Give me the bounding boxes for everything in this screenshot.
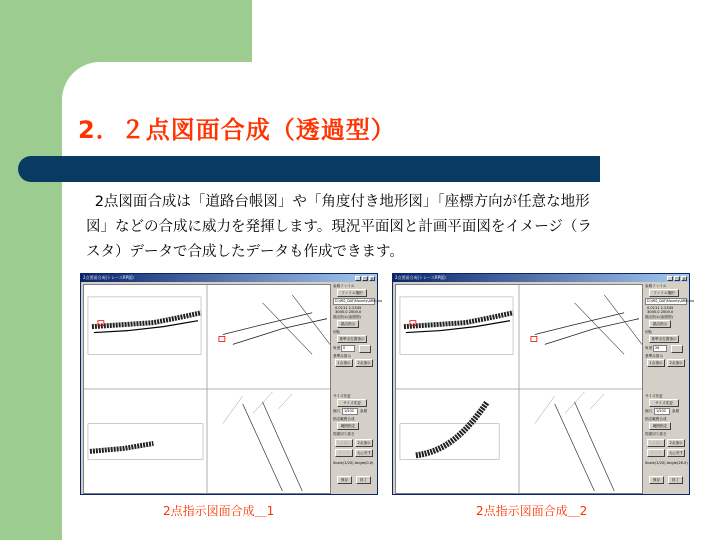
save-button[interactable]: 保存: [649, 476, 664, 484]
screenshot-caption-2: 2点指示図面合成＿2: [476, 504, 588, 518]
paragraph-line: 2点図面合成は「道路台帳図」や「角度付き地形図」「座標方向が任意な地形: [94, 194, 590, 210]
status-text: Scale(1/20) Angle(0.0): [333, 461, 374, 465]
undo-button[interactable]: 元に戻す: [356, 451, 372, 455]
point-select-button[interactable]: 端点指示: [649, 320, 671, 328]
point1-button[interactable]: 1点指示: [647, 359, 665, 367]
file-path-field[interactable]: D:\WS_DAT\Mounty\ARR.fno: [647, 299, 695, 303]
save-button[interactable]: 保存: [337, 476, 352, 484]
file-path-field[interactable]: D:\WS_DAT\Mounty\ARR.fno: [335, 299, 383, 303]
base-point-button[interactable]: 基準点位置指示: [337, 335, 367, 343]
clip-label: 図面切り抜き: [333, 432, 355, 436]
paragraph-line: スタ）データで合成したデータも作成できます。: [86, 244, 404, 260]
drawing-canvas[interactable]: [83, 284, 331, 494]
paragraph-line: 図」などの合成に威力を発揮します。現況平面図と計画平面図をイメージ（ラ: [86, 219, 592, 235]
window-title: 2点図面合成(トレースRP版): [83, 275, 134, 280]
window-title: 2点図面合成(トレースRP版): [395, 275, 446, 280]
size-change-button[interactable]: サイズ変更: [649, 399, 679, 407]
file-label: 参照ファイル: [645, 284, 667, 288]
point1-button[interactable]: 1点指示: [335, 439, 353, 447]
clear-button[interactable]: クリア: [647, 449, 665, 457]
point2-button[interactable]: 2点指示: [355, 359, 373, 367]
scale-field[interactable]: 1/500: [342, 408, 358, 415]
file-select-button[interactable]: ファイル選択: [649, 289, 679, 297]
scale-label: 縮尺: [645, 409, 653, 413]
ref-point-label: 基準点指示: [645, 354, 663, 358]
point-select-button[interactable]: 端点指示: [337, 320, 359, 328]
reference-label: 参照: [672, 409, 680, 413]
angle-label: 角度: [645, 346, 653, 350]
slide-paragraph: [86, 190, 666, 265]
scale-label: 縮尺: [333, 409, 341, 413]
angle-field[interactable]: 0: [341, 345, 355, 352]
drawing-canvas[interactable]: [395, 284, 643, 494]
close-icon[interactable]: ×: [682, 275, 686, 281]
maximize-icon[interactable]: □: [363, 275, 367, 281]
point2-button[interactable]: 2点指示: [667, 359, 685, 367]
apply-button[interactable]: [671, 345, 683, 353]
window-titlebar[interactable]: [393, 274, 689, 282]
size-label: サイズ変更: [645, 394, 663, 398]
window-titlebar[interactable]: [81, 274, 377, 282]
file-select-button[interactable]: ファイル選択: [337, 289, 367, 297]
base-point-button[interactable]: 基準点位置指示: [649, 335, 679, 343]
close-button[interactable]: 終了: [356, 476, 371, 484]
reference-label: 参照: [360, 409, 368, 413]
map-road-cluster: [404, 313, 513, 327]
merge-label: 指定範囲合成: [645, 417, 667, 421]
file-label: 参照ファイル: [333, 284, 355, 288]
control-panel: [645, 284, 695, 494]
app-window-screenshot-2: [392, 273, 695, 495]
maximize-icon[interactable]: □: [675, 275, 679, 281]
section-label: 端点指示(参照図): [333, 315, 361, 319]
control-panel: [333, 284, 383, 494]
apply-button[interactable]: [359, 345, 371, 353]
minimize-icon[interactable]: _: [669, 275, 671, 281]
map-road-cluster: [416, 402, 487, 455]
angle-field[interactable]: 26: [653, 345, 667, 352]
angle-label: 角度: [333, 346, 341, 350]
size-label: サイズ変更: [333, 394, 351, 398]
rotate-label: 回転: [645, 330, 653, 334]
section-label: 端点指示(参照図): [645, 315, 673, 319]
scale-field[interactable]: 1/500: [654, 408, 670, 415]
clip-label: 図面切り抜き: [645, 432, 667, 436]
point1-button[interactable]: 1点指示: [647, 439, 665, 447]
coord-readout: 0.0111 1.2345: [647, 306, 674, 310]
app-window-screenshot-1: [80, 273, 383, 495]
background-sidebar: [0, 0, 62, 540]
status-text: Scale(1/20) Angle(26.0): [645, 461, 688, 465]
ref-point-label: 基準点指示: [333, 354, 351, 358]
merge-label: 指定範囲合成: [333, 417, 355, 421]
title-underline-band: [18, 156, 600, 182]
rotate-label: 回転: [333, 330, 341, 334]
map-road-cluster: [90, 443, 153, 451]
map-road-cluster: [92, 313, 201, 327]
coord-readout: 3000.0 2000.0: [647, 310, 674, 314]
clear-button[interactable]: クリア: [335, 449, 353, 457]
close-icon[interactable]: ×: [370, 275, 374, 281]
point2-button[interactable]: 2点指示: [667, 439, 685, 447]
close-button[interactable]: 終了: [668, 476, 683, 484]
size-change-button[interactable]: サイズ変更: [337, 399, 367, 407]
undo-button[interactable]: 元に戻す: [668, 451, 684, 455]
slide-title: 2．２点図面合成（透過型）: [78, 116, 396, 144]
screenshot-caption-1: 2点指示図面合成＿1: [163, 504, 275, 518]
range-select-button[interactable]: 範囲指定: [649, 422, 671, 430]
point1-button[interactable]: 1点指示: [335, 359, 353, 367]
range-select-button[interactable]: 範囲指定: [337, 422, 359, 430]
minimize-icon[interactable]: _: [357, 275, 359, 281]
coord-readout: 3000.0 2000.0: [335, 310, 362, 314]
coord-readout: 0.0111 1.2345: [335, 306, 362, 310]
point2-button[interactable]: 2点指示: [355, 439, 373, 447]
